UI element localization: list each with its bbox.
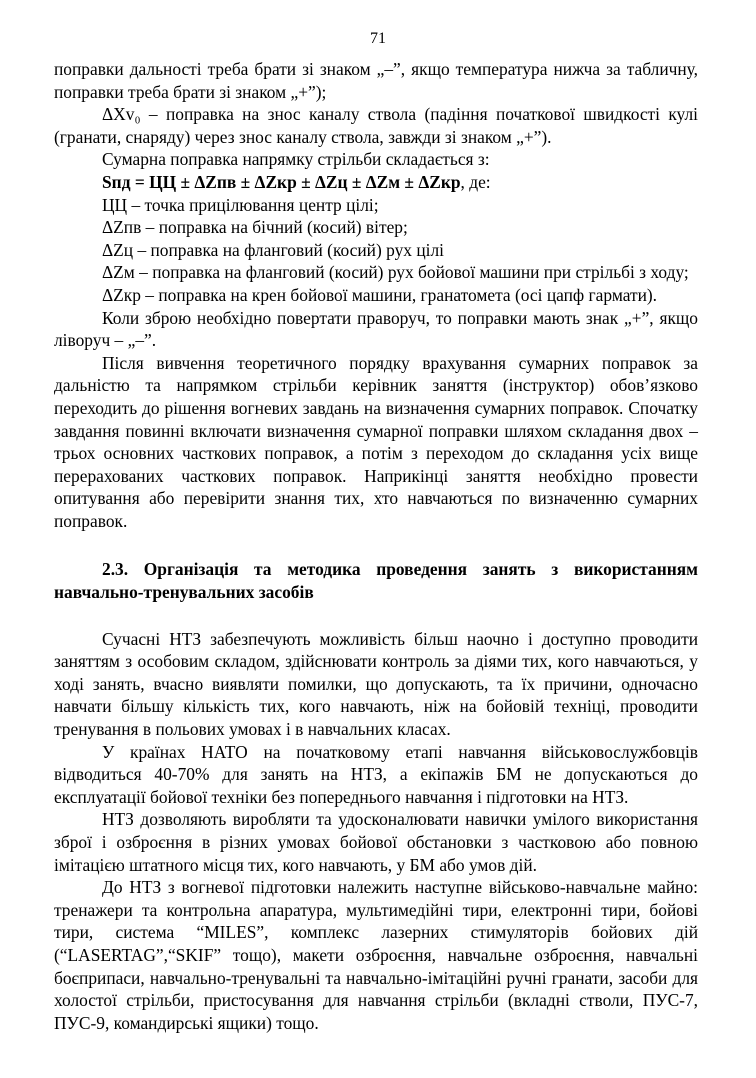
paragraph-ntz-equipment: До НТЗ з вогневої підготовки належить наступне військово-навчальне майно: тренажери та контрольна апаратура, мультимедійні тири, електронні тири, бойові тири, система “MILES”, комплекс лазерних стимуляторів бойових дій (“LASERTAG”,“SKIF” тощо), макети озброєння, навчальне озброєння, навчальні боєприпаси, навчально-тренувальні та навчально-імітаційні ручні гранати, засоби для холостої стрільби, пристосування для навчання стрільби (вкладні стволи, ПУС-7, ПУС-9, командирські ящики) тощо.	[54, 877, 698, 1033]
definition-item: ЦЦ – точка прицілювання центр цілі;	[102, 194, 379, 215]
page-content	[54, 58, 698, 1034]
paragraph-range-correction-sign: поправки дальності треба брати зі знаком „–”, якщо температура нижча за табличну, поправки треба брати зі знаком „+”);	[54, 59, 698, 102]
definition-item: ΔZц – поправка на фланговий (косий) рух цілі	[102, 239, 444, 260]
page-number: 71	[370, 30, 386, 47]
paragraph-direction-intro: Сумарна поправка напрямку стрільби складається з:	[102, 149, 490, 170]
paragraph-barrel-wear-correction: ΔXv₀ – поправка на знос каналу ствола (падіння початкової швидкості кулі (гранати, снаряду) через знос каналу ствола, завжди зі знаком „+”).	[54, 104, 698, 147]
paragraph-nato-training: У країнах НАТО на початковому етапі навчання військовослужбовців відводиться 40-70% для занять на НТЗ, а екіпажів БМ не допускаються до експлуатації бойової техніки без попереднього навчання і підготовки на НТЗ.	[54, 741, 698, 807]
paragraph-ntz-skills: НТЗ дозволяють виробляти та удосконалювати навички умілого використання зброї і озброєння в різних умовах бойової обстановки з частковою або повною імітацією штатного місця тих, кого навчають, у БМ або умов дій.	[54, 809, 698, 875]
section-heading: 2.3. Організація та методика проведення занять з використанням навчально-тренувальних засобів	[54, 559, 698, 603]
definition-item: ΔZм – поправка на фланговий (косий) рух бойової машини при стрільбі з ходу;	[102, 262, 689, 283]
definition-item: ΔZпв – поправка на бічний (косий) вітер;	[102, 217, 408, 238]
direction-formula	[54, 171, 698, 194]
formula-expression: Sпд = ЦЦ ± ΔZпв ± ΔZкр ± ΔZц ± ΔZм ± ΔZкр	[102, 171, 461, 192]
definition-item: ΔZкр – поправка на крен бойової машини, гранатомета (осі цапф гармати).	[102, 284, 658, 305]
paragraph-sign-rule: Коли зброю необхідно повертати праворуч, то поправки мають знак „+”, якщо ліворуч – „–”.	[54, 307, 698, 351]
formula-suffix: , де:	[460, 171, 491, 192]
paragraph-ntz-benefits: Сучасні НТЗ забезпечують можливість більш наочно і доступно проводити заняттям з особовим складом, здійснювати контроль за діями тих, кого навчаються, у ході занять, вчасно виявляти помилки, що допускають, та їх причини, одночасно навчати більшу кількість тих, кого навчають, ніж на бойовій техніці, проводити тренування в польових умовах і в навчальних класах.	[54, 628, 698, 740]
paragraph-tasks-method: Після вивчення теоретичного порядку врахування сумарних поправок за дальністю та напрямком стрільби керівник заняття (інструктор) обов’язково переходить до рішення вогневих завдань на визначення сумарних поправок. Спочатку завдання повинні включати визначення сумарної поправки шляхом складання двох – трьох основних часткових поправок, а потім з переходом до складання усіх вище перерахованих часткових поправок. Наприкінці заняття необхідно провести опитування або перевірити знання тих, хто навчаються по визначенню сумарних поправок.	[54, 352, 698, 531]
